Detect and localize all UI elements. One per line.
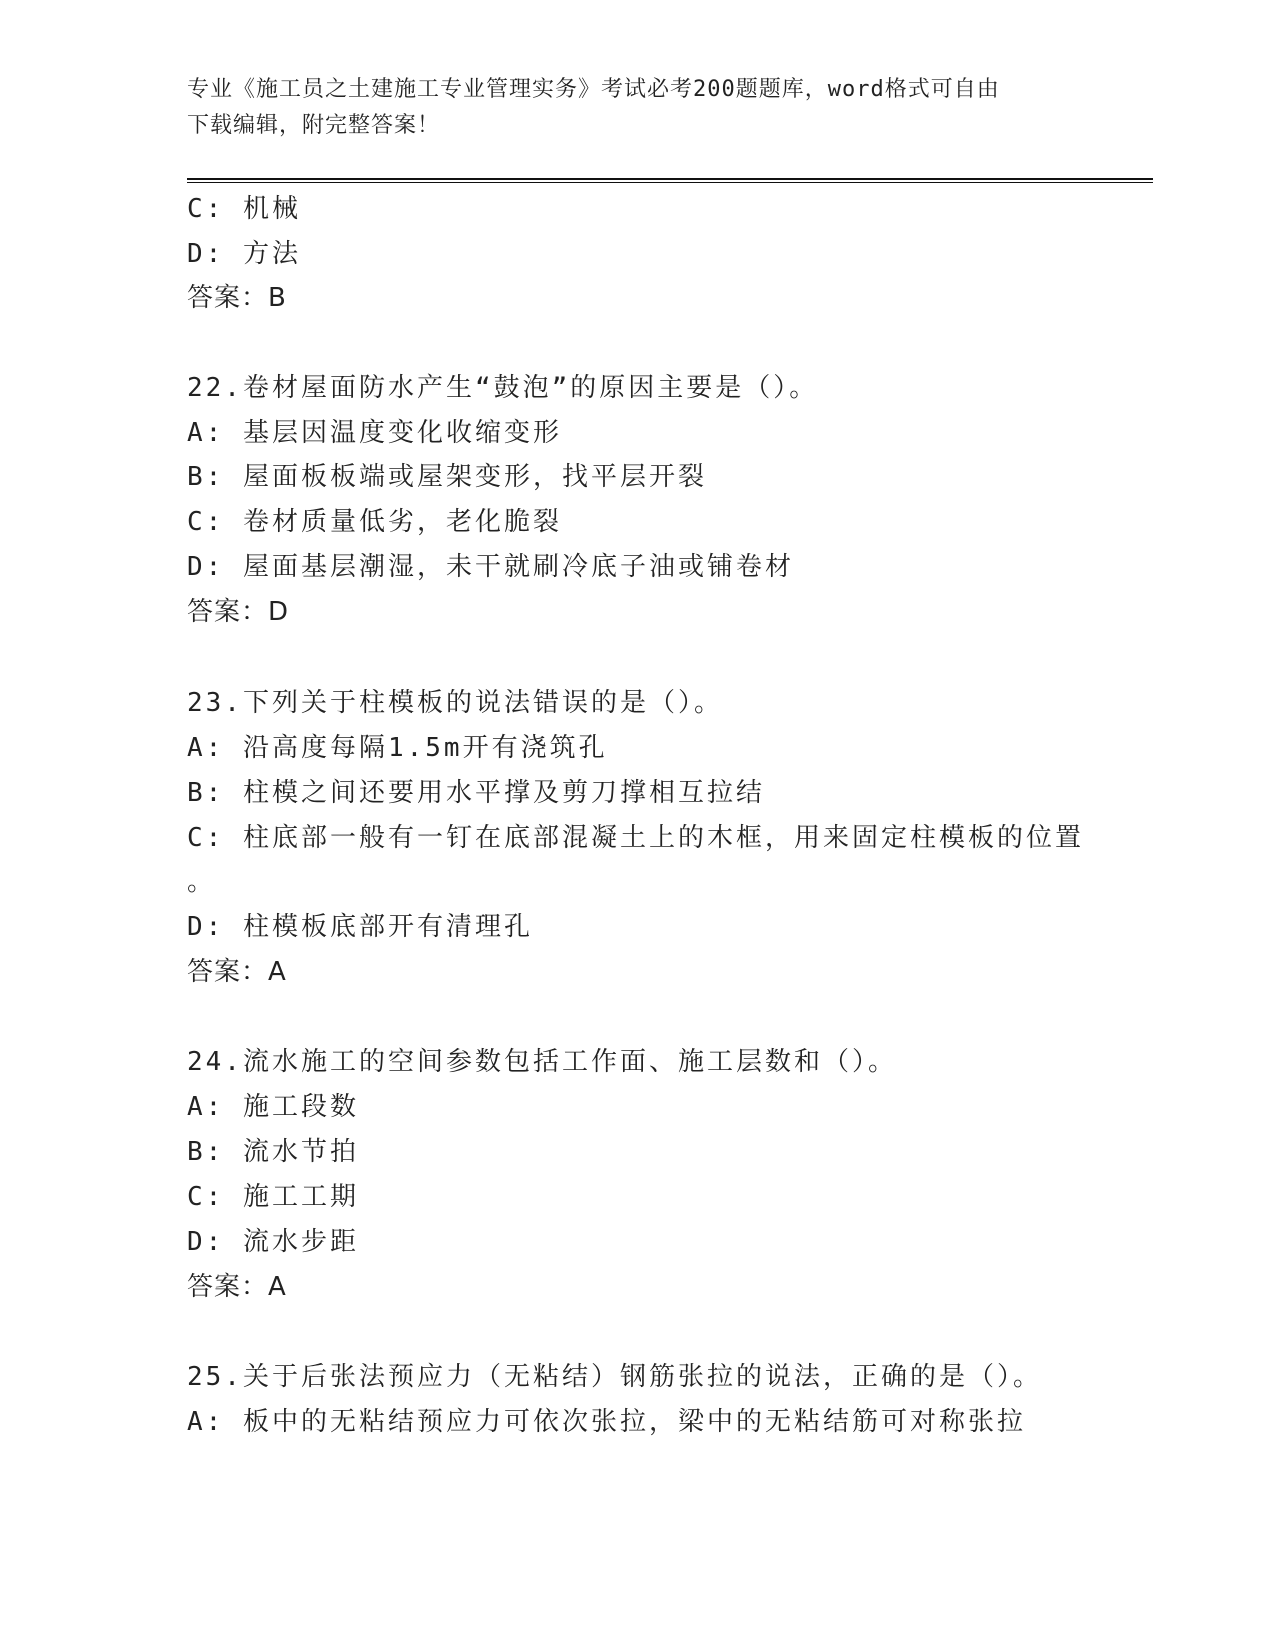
q22-answer: 答案：D	[187, 597, 290, 627]
q25-option-a: A: 板中的无粘结预应力可依次张拉，梁中的无粘结筋可对称张拉	[187, 1407, 1026, 1437]
prev-answer: 答案：B	[187, 283, 287, 313]
q24-option-d: D: 流水步距	[187, 1227, 359, 1257]
q23-option-b: B: 柱模之间还要用水平撑及剪刀撑相互拉结	[187, 778, 765, 808]
q22-question: 22.卷材屋面防水产生“鼓泡”的原因主要是（）。	[187, 373, 819, 403]
prev-option-c: C: 机械	[187, 194, 301, 224]
q23-option-d: D: 柱模板底部开有清理孔	[187, 912, 533, 942]
q24-option-c: C: 施工工期	[187, 1182, 359, 1212]
prev-option-d: D: 方法	[187, 239, 301, 269]
q23-answer: 答案：A	[187, 957, 287, 987]
header-line-2: 下载编辑，附完整答案！	[187, 113, 441, 138]
q22-option-d: D: 屋面基层潮湿，未干就刷冷底子油或铺卷材	[187, 552, 794, 582]
header-divider-thick	[187, 178, 1153, 180]
header-line-1: 专业《施工员之土建施工专业管理实务》考试必考200题题库，word格式可自由	[187, 77, 1000, 102]
q22-option-a: A: 基层因温度变化收缩变形	[187, 418, 562, 448]
q22-option-b: B: 屋面板板端或屋架变形，找平层开裂	[187, 462, 707, 492]
q24-option-b: B: 流水节拍	[187, 1137, 359, 1167]
q23-option-c: C: 柱底部一般有一钉在底部混凝土上的木框，用来固定柱模板的位置	[187, 823, 1084, 853]
q25-question: 25.关于后张法预应力（无粘结）钢筋张拉的说法，正确的是（）。	[187, 1362, 1042, 1392]
header-divider-thin	[187, 182, 1153, 183]
q24-question: 24.流水施工的空间参数包括工作面、施工层数和（）。	[187, 1047, 897, 1077]
q23-option-c-continued: 。	[187, 867, 217, 897]
q23-option-a: A: 沿高度每隔1.5m开有浇筑孔	[187, 733, 608, 763]
q24-answer: 答案：A	[187, 1272, 287, 1302]
q22-option-c: C: 卷材质量低劣，老化脆裂	[187, 507, 562, 537]
document-header	[187, 72, 1067, 144]
q24-option-a: A: 施工段数	[187, 1092, 359, 1122]
q23-question: 23.下列关于柱模板的说法错误的是（）。	[187, 688, 723, 718]
